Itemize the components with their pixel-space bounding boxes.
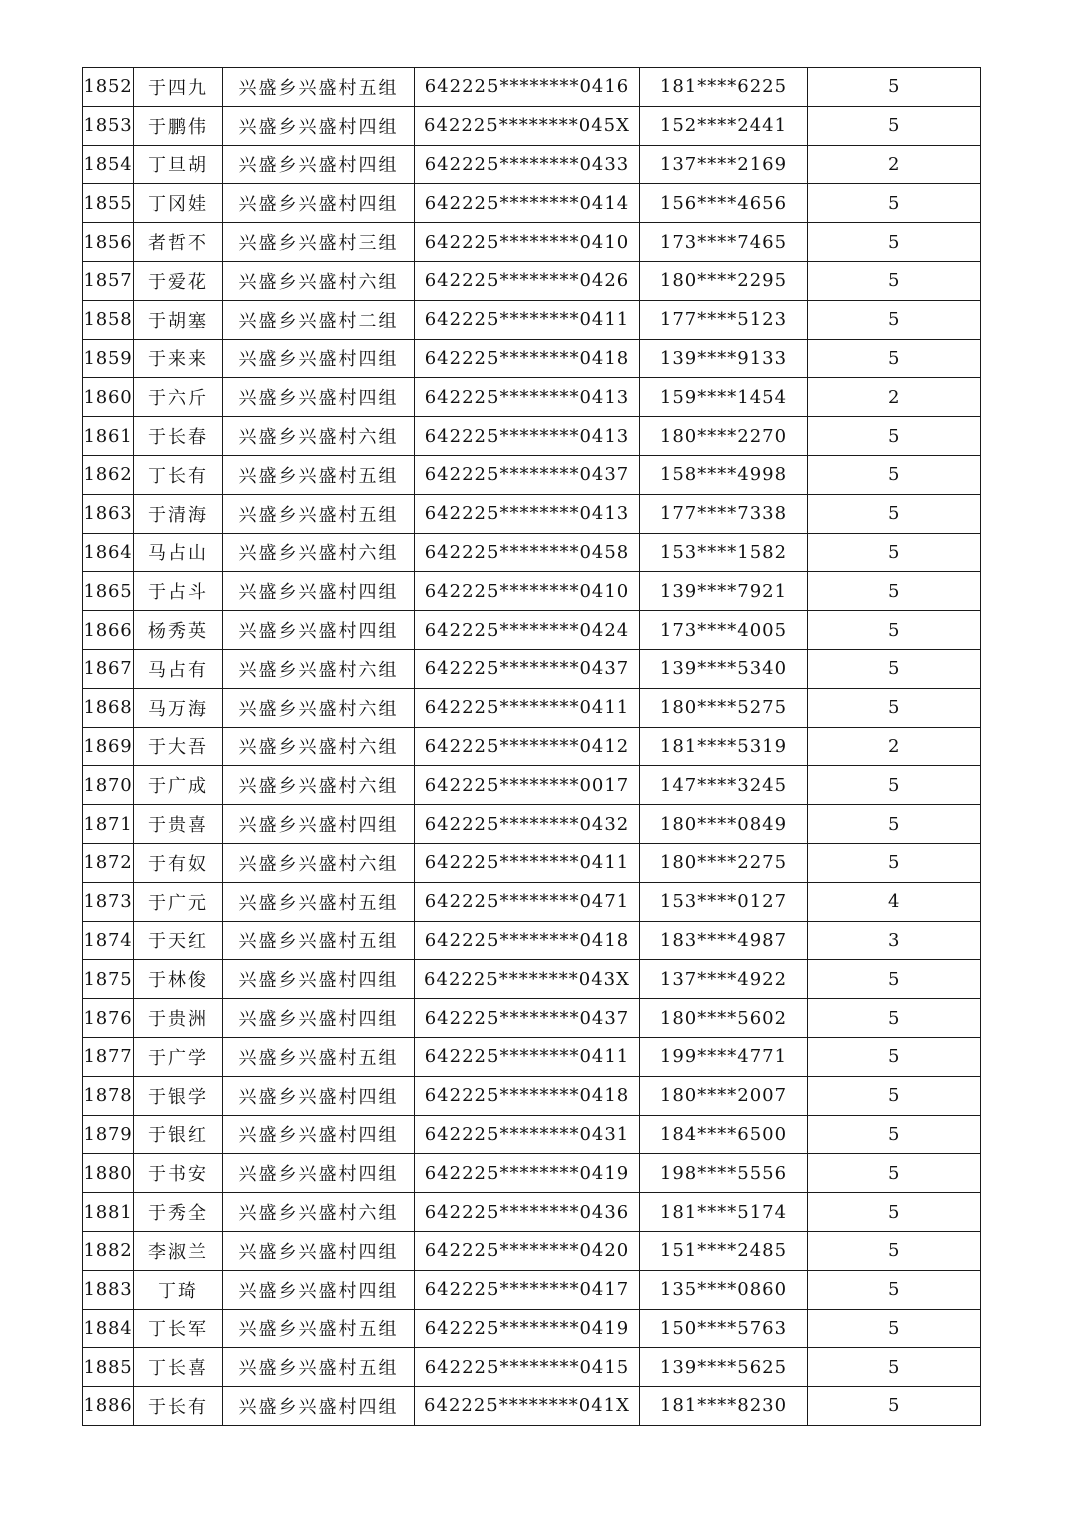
phone-number: 177****7338 — [640, 494, 808, 533]
person-name: 于天红 — [134, 921, 223, 960]
id-number: 642225********045X — [415, 106, 640, 145]
table-row — [83, 882, 981, 921]
table-row — [83, 1193, 981, 1232]
row-number: 1884 — [83, 1309, 134, 1348]
household-count: 5 — [808, 1154, 981, 1193]
table-row — [83, 727, 981, 766]
id-number: 642225********0437 — [415, 999, 640, 1038]
row-number: 1865 — [83, 572, 134, 611]
person-name: 马万海 — [134, 688, 223, 727]
roster-body — [83, 68, 981, 1426]
id-number: 642225********0417 — [415, 1270, 640, 1309]
row-number: 1876 — [83, 999, 134, 1038]
row-number: 1883 — [83, 1270, 134, 1309]
person-name: 于清海 — [134, 494, 223, 533]
person-name: 于来来 — [134, 339, 223, 378]
address-cell: 兴盛乡兴盛村三组 — [223, 223, 415, 262]
household-count: 5 — [808, 1348, 981, 1387]
id-number: 642225********0413 — [415, 378, 640, 417]
household-count: 5 — [808, 106, 981, 145]
household-count: 5 — [808, 455, 981, 494]
phone-number: 139****9133 — [640, 339, 808, 378]
person-name: 于有奴 — [134, 843, 223, 882]
table-row — [83, 494, 981, 533]
household-count: 5 — [808, 999, 981, 1038]
id-number: 642225********0436 — [415, 1193, 640, 1232]
row-number: 1879 — [83, 1115, 134, 1154]
table-row — [83, 960, 981, 999]
row-number: 1869 — [83, 727, 134, 766]
household-count: 2 — [808, 145, 981, 184]
address-cell: 兴盛乡兴盛村四组 — [223, 805, 415, 844]
address-cell: 兴盛乡兴盛村四组 — [223, 1387, 415, 1426]
person-name: 者哲不 — [134, 223, 223, 262]
row-number: 1863 — [83, 494, 134, 533]
table-row — [83, 1154, 981, 1193]
person-name: 于四九 — [134, 68, 223, 107]
address-cell: 兴盛乡兴盛村四组 — [223, 1076, 415, 1115]
id-number: 642225********0433 — [415, 145, 640, 184]
address-cell: 兴盛乡兴盛村五组 — [223, 1348, 415, 1387]
table-row — [83, 378, 981, 417]
person-name: 丁长军 — [134, 1309, 223, 1348]
roster-table — [82, 67, 981, 1426]
table-row — [83, 1387, 981, 1426]
table-row — [83, 533, 981, 572]
phone-number: 173****7465 — [640, 223, 808, 262]
household-count: 5 — [808, 843, 981, 882]
id-number: 642225********0418 — [415, 339, 640, 378]
row-number: 1870 — [83, 766, 134, 805]
table-row — [83, 1270, 981, 1309]
row-number: 1877 — [83, 1037, 134, 1076]
phone-number: 180****2275 — [640, 843, 808, 882]
address-cell: 兴盛乡兴盛村四组 — [223, 960, 415, 999]
row-number: 1868 — [83, 688, 134, 727]
address-cell: 兴盛乡兴盛村五组 — [223, 1037, 415, 1076]
person-name: 丁长有 — [134, 455, 223, 494]
household-count: 5 — [808, 805, 981, 844]
row-number: 1856 — [83, 223, 134, 262]
id-number: 642225********0426 — [415, 261, 640, 300]
phone-number: 199****4771 — [640, 1037, 808, 1076]
household-count: 5 — [808, 184, 981, 223]
person-name: 丁琦 — [134, 1270, 223, 1309]
person-name: 于鹏伟 — [134, 106, 223, 145]
address-cell: 兴盛乡兴盛村四组 — [223, 1115, 415, 1154]
phone-number: 180****2270 — [640, 417, 808, 456]
household-count: 5 — [808, 766, 981, 805]
phone-number: 139****5340 — [640, 649, 808, 688]
table-row — [83, 145, 981, 184]
person-name: 于爱花 — [134, 261, 223, 300]
row-number: 1862 — [83, 455, 134, 494]
household-count: 5 — [808, 417, 981, 456]
person-name: 于银红 — [134, 1115, 223, 1154]
person-name: 于贵洲 — [134, 999, 223, 1038]
household-count: 5 — [808, 1231, 981, 1270]
row-number: 1871 — [83, 805, 134, 844]
household-count: 5 — [808, 300, 981, 339]
table-row — [83, 921, 981, 960]
person-name: 于银学 — [134, 1076, 223, 1115]
id-number: 642225********0411 — [415, 688, 640, 727]
row-number: 1855 — [83, 184, 134, 223]
row-number: 1873 — [83, 882, 134, 921]
id-number: 642225********0017 — [415, 766, 640, 805]
table-row — [83, 843, 981, 882]
person-name: 于书安 — [134, 1154, 223, 1193]
row-number: 1875 — [83, 960, 134, 999]
table-row — [83, 339, 981, 378]
household-count: 5 — [808, 1387, 981, 1426]
table-row — [83, 184, 981, 223]
table-row — [83, 688, 981, 727]
person-name: 于贵喜 — [134, 805, 223, 844]
person-name: 于秀全 — [134, 1193, 223, 1232]
person-name: 于胡塞 — [134, 300, 223, 339]
person-name: 于六斤 — [134, 378, 223, 417]
phone-number: 151****2485 — [640, 1231, 808, 1270]
id-number: 642225********0412 — [415, 727, 640, 766]
person-name: 杨秀英 — [134, 611, 223, 650]
row-number: 1872 — [83, 843, 134, 882]
phone-number: 183****4987 — [640, 921, 808, 960]
id-number: 642225********0418 — [415, 921, 640, 960]
id-number: 642225********0432 — [415, 805, 640, 844]
table-row — [83, 766, 981, 805]
address-cell: 兴盛乡兴盛村四组 — [223, 106, 415, 145]
table-row — [83, 1231, 981, 1270]
id-number: 642225********0431 — [415, 1115, 640, 1154]
row-number: 1867 — [83, 649, 134, 688]
id-number: 642225********0416 — [415, 68, 640, 107]
household-count: 5 — [808, 339, 981, 378]
phone-number: 181****5174 — [640, 1193, 808, 1232]
id-number: 642225********0437 — [415, 649, 640, 688]
person-name: 马占有 — [134, 649, 223, 688]
address-cell: 兴盛乡兴盛村六组 — [223, 261, 415, 300]
household-count: 2 — [808, 378, 981, 417]
id-number: 642225********0418 — [415, 1076, 640, 1115]
phone-number: 137****4922 — [640, 960, 808, 999]
household-count: 5 — [808, 1270, 981, 1309]
person-name: 于长春 — [134, 417, 223, 456]
phone-number: 153****1582 — [640, 533, 808, 572]
address-cell: 兴盛乡兴盛村四组 — [223, 999, 415, 1038]
household-count: 5 — [808, 1115, 981, 1154]
row-number: 1857 — [83, 261, 134, 300]
phone-number: 159****1454 — [640, 378, 808, 417]
table-row — [83, 223, 981, 262]
table-row — [83, 572, 981, 611]
table-row — [83, 649, 981, 688]
address-cell: 兴盛乡兴盛村五组 — [223, 1309, 415, 1348]
row-number: 1861 — [83, 417, 134, 456]
household-count: 5 — [808, 1193, 981, 1232]
phone-number: 158****4998 — [640, 455, 808, 494]
household-count: 5 — [808, 1076, 981, 1115]
household-count: 5 — [808, 494, 981, 533]
household-count: 3 — [808, 921, 981, 960]
table-row — [83, 1115, 981, 1154]
table-row — [83, 106, 981, 145]
row-number: 1859 — [83, 339, 134, 378]
person-name: 于占斗 — [134, 572, 223, 611]
address-cell: 兴盛乡兴盛村四组 — [223, 339, 415, 378]
id-number: 642225********0411 — [415, 843, 640, 882]
person-name: 于长有 — [134, 1387, 223, 1426]
address-cell: 兴盛乡兴盛村四组 — [223, 184, 415, 223]
id-number: 642225********0424 — [415, 611, 640, 650]
household-count: 5 — [808, 1037, 981, 1076]
phone-number: 147****3245 — [640, 766, 808, 805]
person-name: 于广学 — [134, 1037, 223, 1076]
address-cell: 兴盛乡兴盛村六组 — [223, 533, 415, 572]
id-number: 642225********0411 — [415, 1037, 640, 1076]
phone-number: 137****2169 — [640, 145, 808, 184]
household-count: 5 — [808, 649, 981, 688]
id-number: 642225********0419 — [415, 1154, 640, 1193]
row-number: 1881 — [83, 1193, 134, 1232]
address-cell: 兴盛乡兴盛村六组 — [223, 727, 415, 766]
id-number: 642225********043X — [415, 960, 640, 999]
id-number: 642225********0420 — [415, 1231, 640, 1270]
row-number: 1852 — [83, 68, 134, 107]
table-row — [83, 1309, 981, 1348]
table-row — [83, 999, 981, 1038]
id-number: 642225********0410 — [415, 223, 640, 262]
household-count: 5 — [808, 68, 981, 107]
address-cell: 兴盛乡兴盛村六组 — [223, 1193, 415, 1232]
address-cell: 兴盛乡兴盛村六组 — [223, 766, 415, 805]
phone-number: 139****5625 — [640, 1348, 808, 1387]
row-number: 1853 — [83, 106, 134, 145]
address-cell: 兴盛乡兴盛村六组 — [223, 843, 415, 882]
phone-number: 139****7921 — [640, 572, 808, 611]
table-row — [83, 417, 981, 456]
household-count: 5 — [808, 223, 981, 262]
address-cell: 兴盛乡兴盛村二组 — [223, 300, 415, 339]
table-row — [83, 300, 981, 339]
address-cell: 兴盛乡兴盛村四组 — [223, 378, 415, 417]
phone-number: 153****0127 — [640, 882, 808, 921]
row-number: 1885 — [83, 1348, 134, 1387]
id-number: 642225********0471 — [415, 882, 640, 921]
person-name: 马占山 — [134, 533, 223, 572]
table-row — [83, 261, 981, 300]
household-count: 4 — [808, 882, 981, 921]
phone-number: 180****2007 — [640, 1076, 808, 1115]
household-count: 5 — [808, 688, 981, 727]
phone-number: 180****5275 — [640, 688, 808, 727]
address-cell: 兴盛乡兴盛村五组 — [223, 921, 415, 960]
phone-number: 180****0849 — [640, 805, 808, 844]
row-number: 1882 — [83, 1231, 134, 1270]
phone-number: 184****6500 — [640, 1115, 808, 1154]
phone-number: 150****5763 — [640, 1309, 808, 1348]
row-number: 1886 — [83, 1387, 134, 1426]
household-count: 5 — [808, 960, 981, 999]
address-cell: 兴盛乡兴盛村六组 — [223, 417, 415, 456]
phone-number: 180****2295 — [640, 261, 808, 300]
address-cell: 兴盛乡兴盛村四组 — [223, 1231, 415, 1270]
id-number: 642225********0410 — [415, 572, 640, 611]
id-number: 642225********0413 — [415, 417, 640, 456]
address-cell: 兴盛乡兴盛村六组 — [223, 688, 415, 727]
phone-number: 177****5123 — [640, 300, 808, 339]
address-cell: 兴盛乡兴盛村四组 — [223, 1270, 415, 1309]
row-number: 1880 — [83, 1154, 134, 1193]
id-number: 642225********041X — [415, 1387, 640, 1426]
household-count: 5 — [808, 533, 981, 572]
person-name: 丁旦胡 — [134, 145, 223, 184]
person-name: 于林俊 — [134, 960, 223, 999]
row-number: 1854 — [83, 145, 134, 184]
household-count: 5 — [808, 261, 981, 300]
address-cell: 兴盛乡兴盛村六组 — [223, 649, 415, 688]
row-number: 1874 — [83, 921, 134, 960]
address-cell: 兴盛乡兴盛村五组 — [223, 68, 415, 107]
table-row — [83, 611, 981, 650]
id-number: 642225********0458 — [415, 533, 640, 572]
address-cell: 兴盛乡兴盛村五组 — [223, 455, 415, 494]
table-row — [83, 1076, 981, 1115]
household-count: 5 — [808, 1309, 981, 1348]
id-number: 642225********0437 — [415, 455, 640, 494]
person-name: 于大吾 — [134, 727, 223, 766]
phone-number: 181****5319 — [640, 727, 808, 766]
id-number: 642225********0413 — [415, 494, 640, 533]
table-row — [83, 805, 981, 844]
row-number: 1860 — [83, 378, 134, 417]
table-row — [83, 455, 981, 494]
phone-number: 152****2441 — [640, 106, 808, 145]
phone-number: 180****5602 — [640, 999, 808, 1038]
row-number: 1866 — [83, 611, 134, 650]
address-cell: 兴盛乡兴盛村五组 — [223, 882, 415, 921]
id-number: 642225********0415 — [415, 1348, 640, 1387]
phone-number: 198****5556 — [640, 1154, 808, 1193]
address-cell: 兴盛乡兴盛村四组 — [223, 611, 415, 650]
phone-number: 181****6225 — [640, 68, 808, 107]
household-count: 5 — [808, 572, 981, 611]
phone-number: 135****0860 — [640, 1270, 808, 1309]
person-name: 于广成 — [134, 766, 223, 805]
person-name: 于广元 — [134, 882, 223, 921]
household-count: 5 — [808, 611, 981, 650]
table-row — [83, 1037, 981, 1076]
address-cell: 兴盛乡兴盛村五组 — [223, 494, 415, 533]
household-count: 2 — [808, 727, 981, 766]
id-number: 642225********0411 — [415, 300, 640, 339]
row-number: 1878 — [83, 1076, 134, 1115]
person-name: 丁长喜 — [134, 1348, 223, 1387]
phone-number: 181****8230 — [640, 1387, 808, 1426]
id-number: 642225********0414 — [415, 184, 640, 223]
row-number: 1864 — [83, 533, 134, 572]
address-cell: 兴盛乡兴盛村四组 — [223, 145, 415, 184]
id-number: 642225********0419 — [415, 1309, 640, 1348]
row-number: 1858 — [83, 300, 134, 339]
phone-number: 173****4005 — [640, 611, 808, 650]
address-cell: 兴盛乡兴盛村四组 — [223, 572, 415, 611]
person-name: 李淑兰 — [134, 1231, 223, 1270]
phone-number: 156****4656 — [640, 184, 808, 223]
person-name: 丁冈娃 — [134, 184, 223, 223]
address-cell: 兴盛乡兴盛村四组 — [223, 1154, 415, 1193]
table-row — [83, 1348, 981, 1387]
table-row — [83, 68, 981, 107]
